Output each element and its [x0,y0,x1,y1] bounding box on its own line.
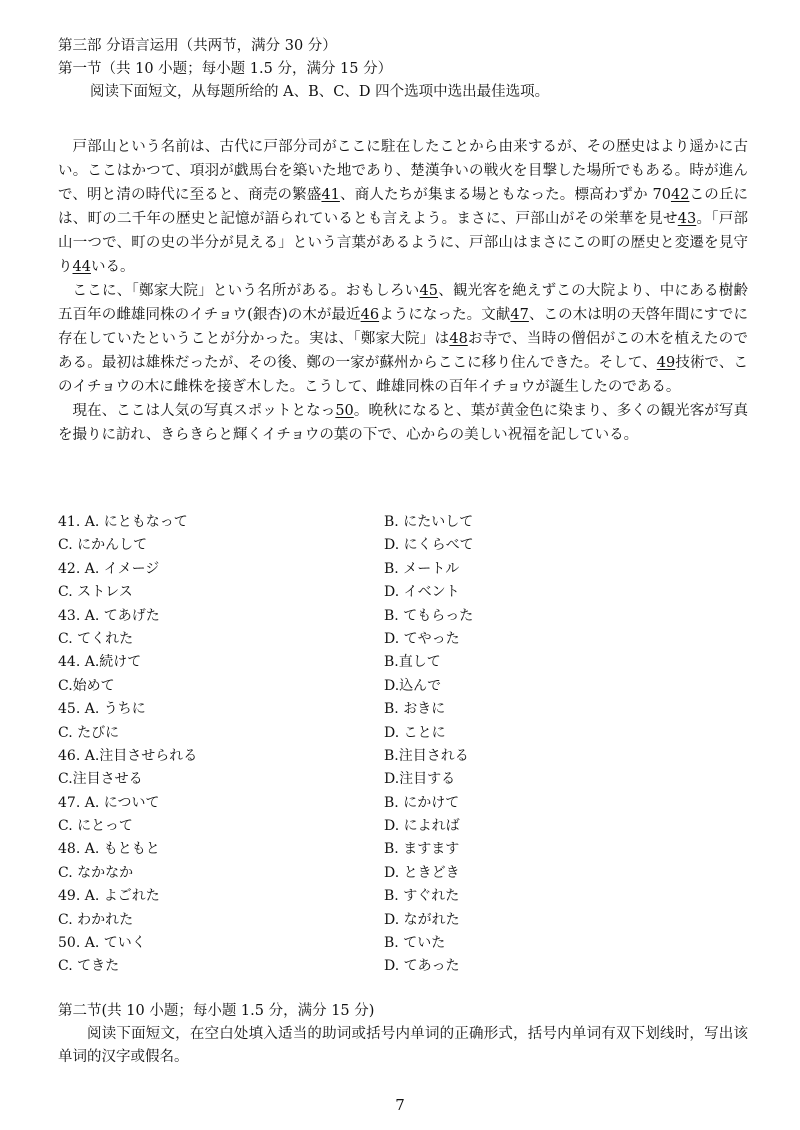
option-left: C. ストレス [58,584,133,601]
option-row [58,792,758,815]
option-row [58,955,758,978]
option-row [58,558,758,581]
option-right: D. によれば [384,818,460,835]
passage-text: ここに、「鄭家大院」という名所がある。おもしろい [72,283,420,299]
passage-paragraph-2 [58,279,748,399]
option-left: C. てきた [58,958,120,975]
option-row [58,838,758,861]
option-left: 42. A. イメージ [58,560,160,577]
option-row [58,651,758,674]
option-left: C. にとって [58,818,133,835]
option-left: C. たびに [58,724,120,741]
option-right: B.直して [384,654,441,671]
part-title: 第三部 分语言运用（共两节，满分 30 分） [58,38,337,54]
option-right: B. にたいして [384,514,474,530]
option-left: C. にかんして [58,537,148,554]
blank-47: 47 [510,307,529,323]
passage-text: 技術で、このイチョウの木に雌株を接ぎ木した。こうして、雌雄同株の百年イチョウが誕生したのである。 [58,355,748,395]
passage-text: お寺で、当時の僧侶がこの木を植えたのである。最初は雄株だったが、その後、鄭の一家が蘇州からここに移り住んできた。そして、 [58,331,748,371]
blank-41: 41 [321,187,340,203]
option-left: 44. A.続けて [58,654,142,671]
option-row [58,768,758,791]
option-row [58,745,758,768]
blank-43: 43 [677,211,697,227]
option-right: D. イベント [384,584,460,601]
passage-text: いる。 [90,259,135,275]
option-row [58,862,758,885]
option-row [58,815,758,838]
option-left: 50. A. ていく [58,935,146,952]
passage-paragraph-3 [58,399,748,447]
option-row [58,534,758,557]
passage-text: 、商人たちが集まる場ともなった。標高わずか 70 [339,187,671,203]
option-left: C. なかなか [58,864,134,881]
passage-text: 現在、ここは人気の写真スポットとなっ [72,403,336,419]
option-right: D. ながれた [384,911,460,928]
section1-title: 第一节（共 10 小题；每小题 1.5 分，满分 15 分） [58,61,393,77]
passage-text: 、この木は明の天啓年間にすでに存在していたということが分かった。実は、「鄭家大院」は [58,307,748,347]
passage-text: 、観光客を絶えずこの大院より、中にある樹齢五百年の雌雄同株のイチョウ(銀杏)の木が最近 [58,283,749,323]
option-left: 46. A.注目させられる [58,747,198,764]
option-left: 45. A. うちに [58,701,146,718]
option-row [58,581,758,604]
passage-text: 戸部山という名前は、古代に戸部分司がここに駐在したことから由来するが、その歴史はより遥かに古い。ここはかつて、項羽が戯馬台を築いた地であり、楚漢争いの戦火を目撃した場所でもある。時が進んで、明と清の時代に至ると、商売の繁盛 [58,139,748,203]
blank-44: 44 [72,259,91,275]
option-right: B. おきに [384,701,446,718]
option-right: D. てやった [384,630,460,647]
option-right: B.注目される [384,747,469,764]
option-row [58,698,758,721]
option-row [58,932,758,955]
section2-description: 阅读下面短文，在空白处填入适当的助词或括号内单词的正确形式，括号内单词有双下划线时，写出该单词的汉字或假名。 [58,1026,748,1065]
option-row [58,675,758,698]
option-right: D. ことに [384,724,446,741]
option-right: B. メートル [384,560,460,577]
option-left: 47. A. について [58,794,160,811]
blank-48: 48 [449,331,468,347]
page-number: 7 [395,1096,405,1114]
reading-passage [58,135,748,447]
option-right: D. にくらべて [384,537,474,554]
instruction-text: 阅读下面短文，从每题所给的 A、B、C、D 四个选项中选出最佳选项。 [90,84,550,100]
option-left: C.注目させる [58,771,143,788]
blank-46: 46 [360,307,380,323]
option-row [58,909,758,932]
option-right: B. てもらった [384,607,474,624]
passage-paragraph-1 [58,135,748,279]
section2-title: 第二节(共 10 小题；每小题 1.5 分，满分 15 分) [58,1003,375,1019]
option-row [58,722,758,745]
option-left: 49. A. よごれた [58,888,160,905]
option-row [58,511,758,534]
option-left: C. わかれた [58,911,134,928]
option-right: D.注目する [384,771,456,788]
passage-text: 。晩秋になると、葉が黄金色に染まり、多くの観光客が写真を撮りに訪れ、きらきらと輝くイチョウの葉の下で、心からの美しい祝福を記している。 [58,403,749,443]
blank-42: 42 [670,187,690,203]
passage-text: この丘には、町の二千年の歴史と記憶が語られているとも言えよう。まさに、戸部山がその栄華を見せ [58,187,748,227]
passage-text: 。「戸部山一つで、町の史の半分が見える」という言葉があるように、戸部山はまさにこの町の歴史と変遷を見守り [58,211,749,275]
option-right: B. ますます [384,841,460,858]
option-right: D. ときどき [384,864,460,881]
option-left: 43. A. てあげた [58,607,160,624]
passage-text: ようになった。文献 [379,307,511,323]
answer-options [58,511,758,979]
section2 [58,1000,748,1069]
option-right: B. すぐれた [384,888,460,905]
blank-45: 45 [419,283,438,299]
option-right: B. ていた [384,935,446,952]
option-row [58,628,758,651]
option-left: 41. A. にともなって [58,514,188,530]
blank-50: 50 [335,403,354,419]
option-left: C.始めて [58,677,115,694]
option-right: D.込んで [384,677,442,694]
option-left: 48. A. もともと [58,841,160,858]
option-right: B. にかけて [384,794,460,811]
option-row [58,605,758,628]
blank-49: 49 [656,355,676,371]
option-row [58,885,758,908]
option-left: C. てくれた [58,630,134,647]
option-right: D. てあった [384,958,460,975]
